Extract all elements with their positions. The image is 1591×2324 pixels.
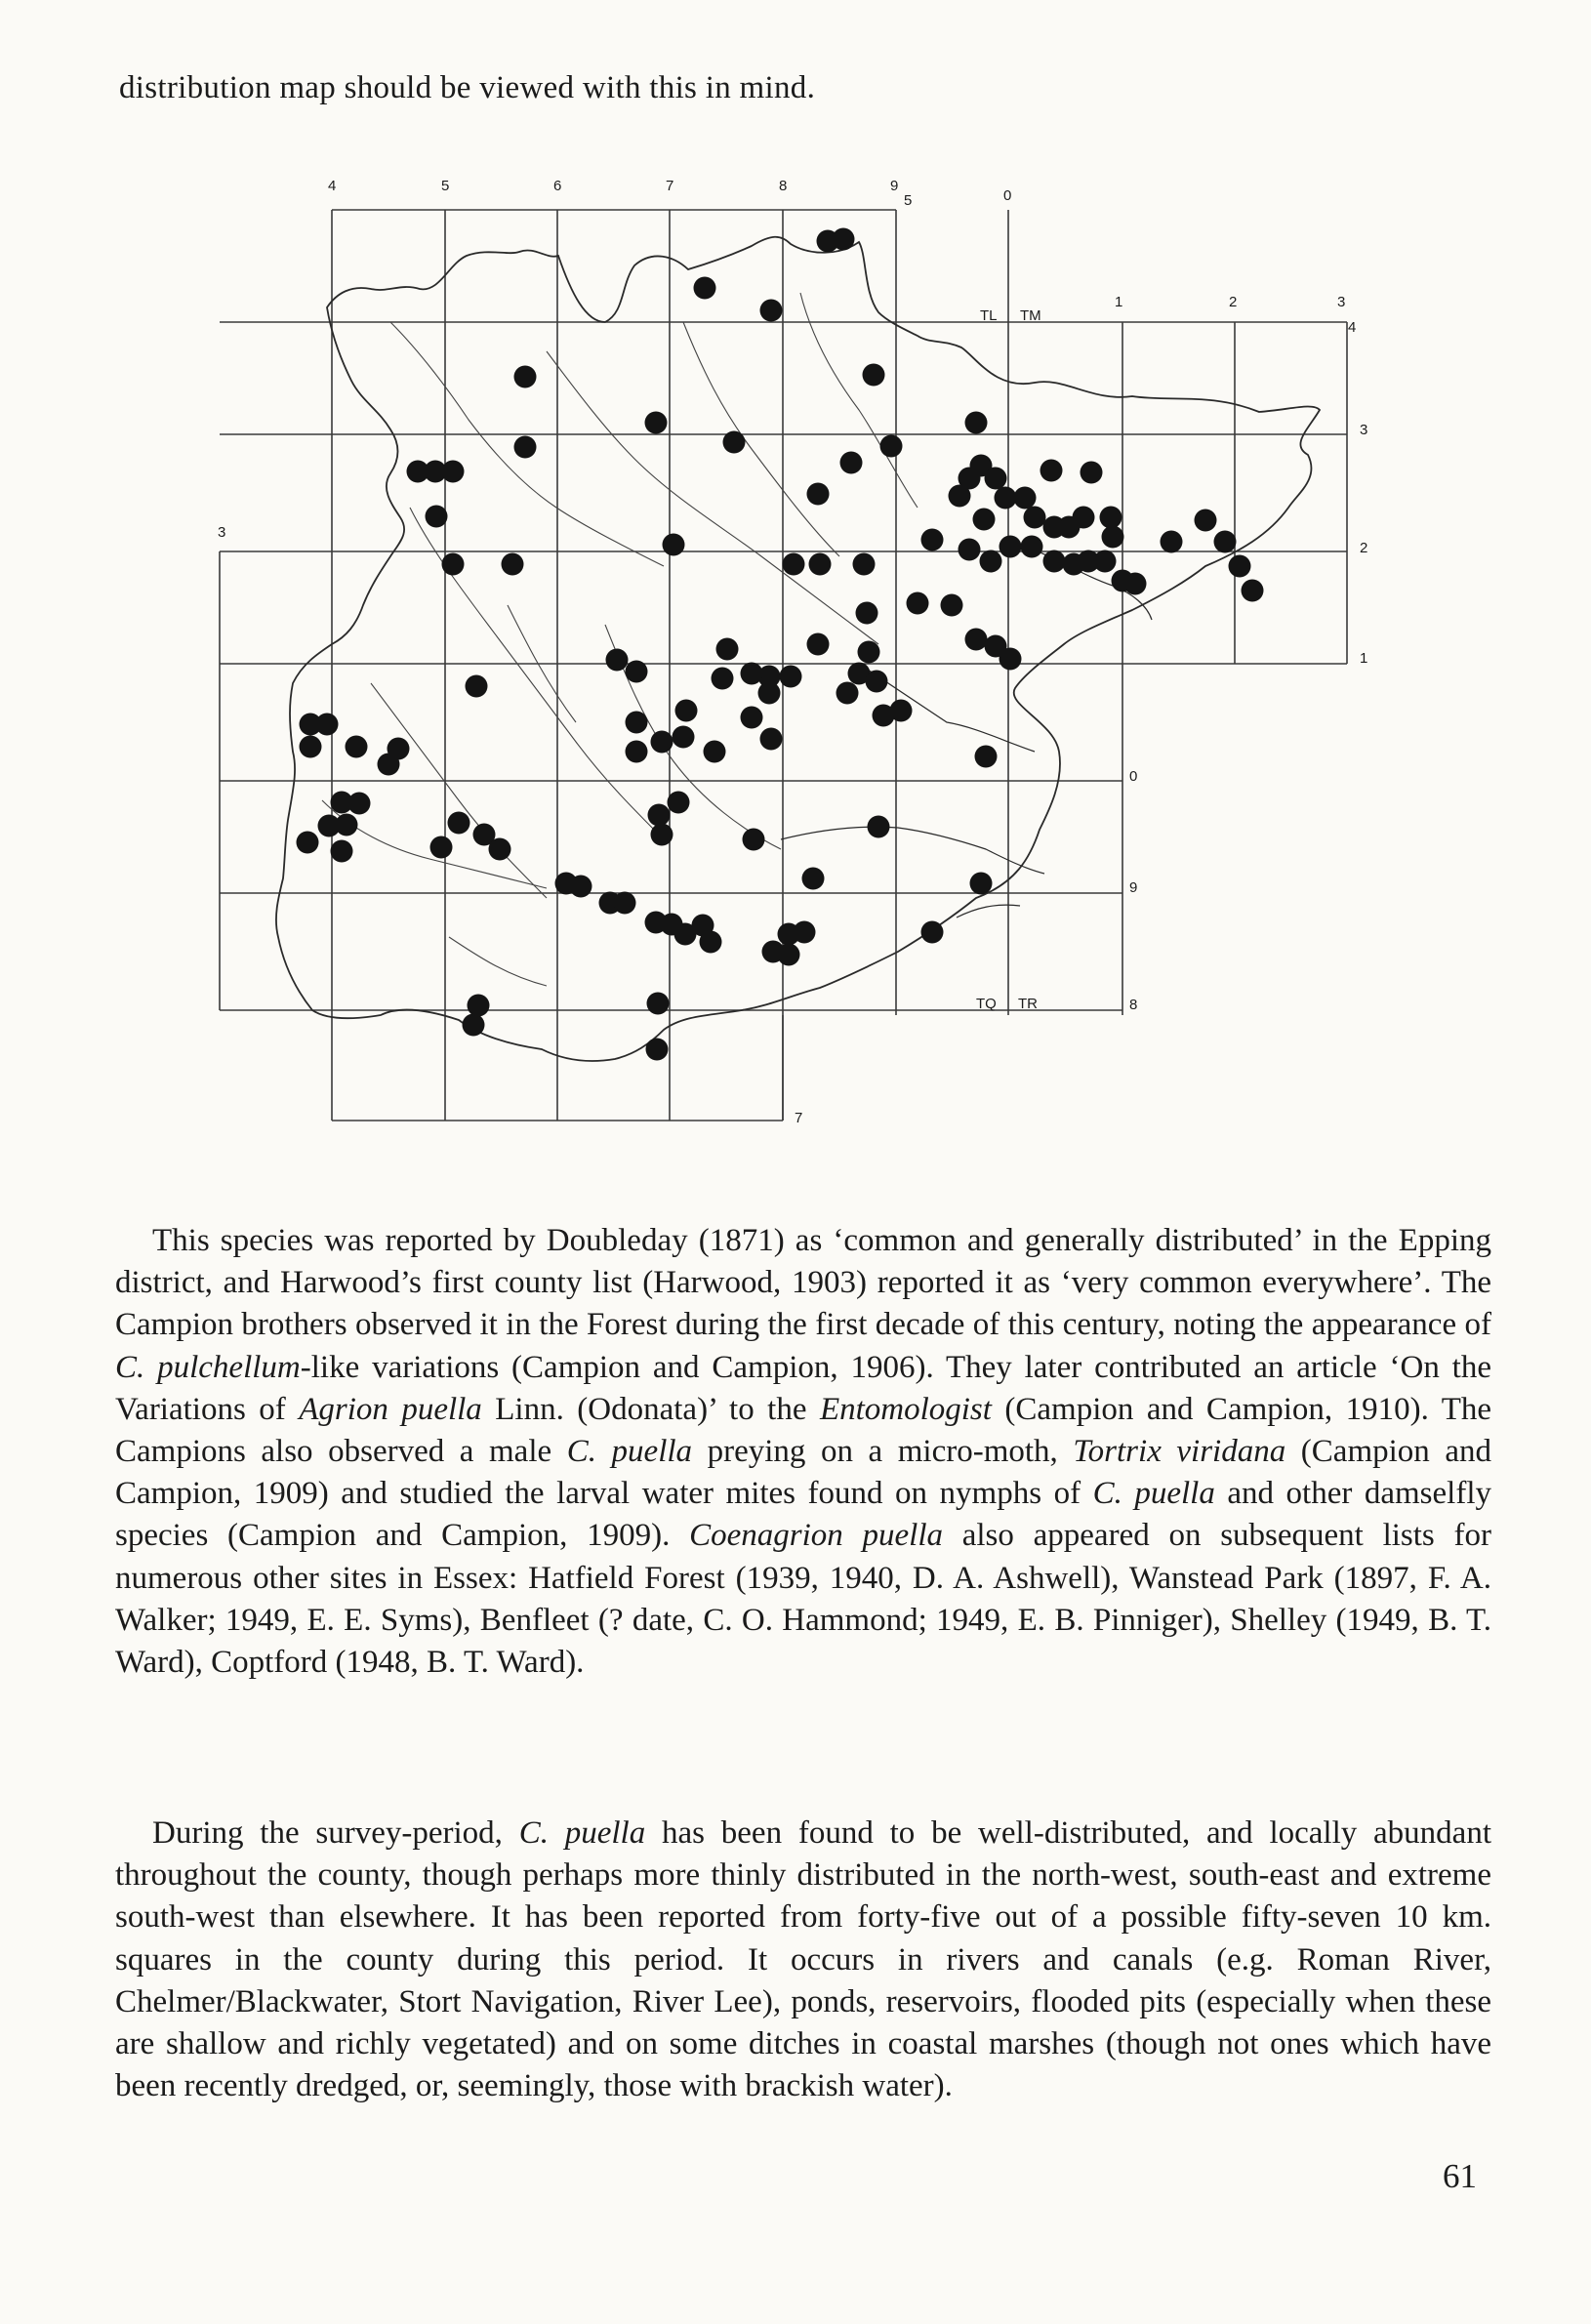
distribution-dots bbox=[297, 228, 1264, 1061]
right-label-row9: 9 bbox=[1129, 879, 1138, 896]
record-dot bbox=[965, 412, 988, 434]
top-label-9: 9 bbox=[890, 178, 899, 194]
record-dot bbox=[907, 592, 929, 615]
record-dot bbox=[300, 736, 322, 758]
record-dot bbox=[514, 436, 537, 459]
record-dot bbox=[1100, 507, 1122, 529]
record-dot bbox=[442, 553, 465, 576]
record-dot bbox=[741, 707, 763, 729]
record-dot bbox=[426, 506, 448, 528]
record-dot bbox=[448, 812, 470, 835]
right-label-row1: 1 bbox=[1360, 650, 1368, 667]
record-dot bbox=[1102, 526, 1124, 549]
right-label-row0: 0 bbox=[1129, 768, 1138, 785]
record-dot bbox=[1058, 516, 1081, 539]
grid-letters-tl: TL bbox=[980, 307, 998, 324]
bottom-label-7: 7 bbox=[795, 1110, 803, 1126]
record-dot bbox=[783, 553, 805, 576]
record-dot bbox=[780, 666, 802, 688]
record-dot bbox=[647, 993, 670, 1015]
record-dot bbox=[858, 641, 880, 664]
record-dot bbox=[807, 483, 830, 506]
right-label-2: 2 bbox=[1229, 294, 1238, 310]
top-label-6: 6 bbox=[553, 178, 562, 194]
right-label-4: 4 bbox=[1348, 319, 1357, 336]
grid-letters-tr: TR bbox=[1018, 996, 1038, 1012]
record-dot bbox=[514, 366, 537, 388]
record-dot bbox=[626, 741, 648, 763]
record-dot bbox=[646, 1039, 669, 1061]
record-dot bbox=[694, 277, 716, 300]
record-dot bbox=[1024, 507, 1046, 529]
record-dot bbox=[921, 529, 944, 551]
rivers bbox=[322, 293, 918, 986]
record-dot bbox=[606, 649, 629, 672]
record-dot bbox=[626, 661, 648, 683]
record-dot bbox=[648, 804, 671, 827]
record-dot bbox=[880, 435, 903, 458]
record-dot bbox=[614, 892, 636, 915]
record-dot bbox=[1094, 550, 1117, 573]
record-dot bbox=[700, 931, 722, 954]
record-dot bbox=[941, 594, 963, 617]
record-dot bbox=[675, 700, 698, 722]
paragraph-history: This species was reported by Doubleday (1871) as ‘common and generally distributed’ in the Epping district, and Harwood’s first county list (Harwood, 1903) reported it as ‘very common everywhere’. The Campion brothers observed it in the Forest during the first decade of this century, noting the appearance of C. pulchellum-like variations (Campion and Campion, 1906). They later contributed an article ‘On the Variations of Agrion puella Linn. (Odonata)’ to the Entomologist (Campion and Campion, 1910). The Campions also observed a male C. puella preying on a micro-moth, Tortrix viridana (Campion and Campion, 1909) and studied the larval water mites found on nymphs of C. puella and other damselfly species (Campion and Campion, 1909). Coenagrion puella also appeared on subsequent lists for numerous other sites in Essex: Hatfield Forest (1939, 1940, D. A. Ashwell), Wanstead Park (1897, F. A. Walker; 1949, E. E. Syms), Benfleet (? date, C. O. Hammond; 1949, E. B. Pinniger), Shelley (1949, B. T. Ward), Coptford (1948, B. T. Ward). bbox=[115, 1223, 1492, 1681]
record-dot bbox=[809, 553, 832, 576]
record-dot bbox=[316, 714, 339, 736]
page-number: 61 bbox=[1443, 2157, 1477, 2195]
record-dot bbox=[999, 536, 1022, 558]
record-dot bbox=[973, 509, 996, 531]
record-dot bbox=[1242, 580, 1264, 602]
record-dot bbox=[762, 941, 785, 963]
record-dot bbox=[716, 638, 739, 661]
record-dot bbox=[331, 840, 353, 863]
record-dot bbox=[673, 726, 695, 749]
record-dot bbox=[868, 816, 890, 838]
record-dot bbox=[965, 629, 988, 651]
record-dot bbox=[959, 539, 981, 561]
record-dot bbox=[949, 485, 971, 508]
record-dot bbox=[836, 682, 859, 705]
record-dot bbox=[985, 468, 1007, 490]
record-dot bbox=[833, 228, 855, 251]
record-dot bbox=[863, 364, 885, 387]
record-dot bbox=[1124, 573, 1147, 595]
record-dot bbox=[807, 633, 830, 656]
top-label-8: 8 bbox=[779, 178, 788, 194]
record-dot bbox=[760, 300, 783, 322]
record-dot bbox=[502, 553, 524, 576]
record-dot bbox=[856, 602, 878, 625]
record-dot bbox=[890, 700, 913, 722]
record-dot bbox=[346, 736, 368, 758]
record-dot bbox=[1214, 531, 1237, 553]
record-dot bbox=[318, 815, 341, 837]
record-dot bbox=[794, 921, 816, 944]
record-dot bbox=[1014, 487, 1037, 510]
record-dot bbox=[1043, 550, 1066, 573]
right-label-row2: 2 bbox=[1360, 540, 1368, 556]
record-dot bbox=[866, 671, 888, 693]
top-label-5b: 5 bbox=[904, 192, 913, 209]
top-label-7: 7 bbox=[666, 178, 674, 194]
top-label-4: 4 bbox=[328, 178, 337, 194]
grid-letters-tq: TQ bbox=[976, 996, 997, 1012]
record-dot bbox=[975, 746, 998, 768]
record-dot bbox=[980, 550, 1002, 573]
record-dot bbox=[1195, 510, 1217, 532]
record-dot bbox=[1081, 462, 1103, 484]
record-dot bbox=[1021, 536, 1043, 558]
record-dot bbox=[651, 731, 673, 754]
record-dot bbox=[489, 838, 511, 861]
record-dot bbox=[999, 648, 1022, 671]
record-dot bbox=[743, 829, 765, 851]
record-dot bbox=[651, 824, 673, 846]
record-dot bbox=[466, 675, 488, 698]
record-dot bbox=[970, 873, 993, 895]
record-dot bbox=[297, 832, 319, 854]
record-dot bbox=[570, 876, 592, 898]
paragraph-survey: During the survey-period, C. puella has been found to be well-distributed, and locally abundant throughout the county, though perhaps more thinly distributed in the north-west, south-east and extreme south-west than elsewhere. It has been reported from forty-five out of a possible fifty-seven 10 km. squares in the county during this period. It occurs in rivers and canals (e.g. Roman River, Chelmer/Blackwater, Stort Navigation, River Lee), ponds, reservoirs, flooded pits (especially when these are shallow and richly vegetated) and on some ditches in coastal marshes (though not ones which have been recently dredged, or, seemingly, those with brackish water). bbox=[115, 1815, 1491, 2104]
record-dot bbox=[741, 663, 763, 685]
record-dot bbox=[668, 792, 690, 814]
top-line-text: distribution map should be viewed with this in mind. bbox=[119, 70, 816, 105]
record-dot bbox=[995, 487, 1017, 510]
record-dot bbox=[1161, 531, 1183, 553]
record-dot bbox=[840, 452, 863, 474]
record-dot bbox=[1229, 555, 1251, 578]
record-dot bbox=[712, 668, 734, 690]
record-dot bbox=[442, 461, 465, 483]
grid-letters-tm: TM bbox=[1020, 307, 1041, 324]
record-dot bbox=[468, 995, 490, 1017]
top-label-5: 5 bbox=[441, 178, 450, 194]
record-dot bbox=[758, 682, 781, 705]
record-dot bbox=[760, 728, 783, 751]
record-dot bbox=[704, 741, 726, 763]
record-dot bbox=[723, 431, 746, 454]
record-dot bbox=[378, 754, 400, 776]
record-dot bbox=[802, 868, 825, 890]
record-dot bbox=[663, 534, 685, 556]
record-dot bbox=[626, 712, 648, 734]
record-dot bbox=[463, 1014, 485, 1037]
record-dot bbox=[348, 793, 371, 815]
right-label-row8: 8 bbox=[1129, 997, 1138, 1013]
record-dot bbox=[1040, 460, 1063, 482]
right-label-1: 1 bbox=[1115, 294, 1123, 310]
map-labels bbox=[218, 178, 1367, 1126]
top-label-0: 0 bbox=[1003, 187, 1012, 204]
record-dot bbox=[921, 921, 944, 944]
record-dot bbox=[645, 412, 668, 434]
map-grid bbox=[220, 210, 1347, 1121]
right-label-row3: 3 bbox=[1360, 422, 1368, 438]
record-dot bbox=[430, 836, 453, 859]
right-label-3: 3 bbox=[1337, 294, 1346, 310]
left-label-3: 3 bbox=[218, 524, 226, 541]
record-dot bbox=[853, 553, 876, 576]
